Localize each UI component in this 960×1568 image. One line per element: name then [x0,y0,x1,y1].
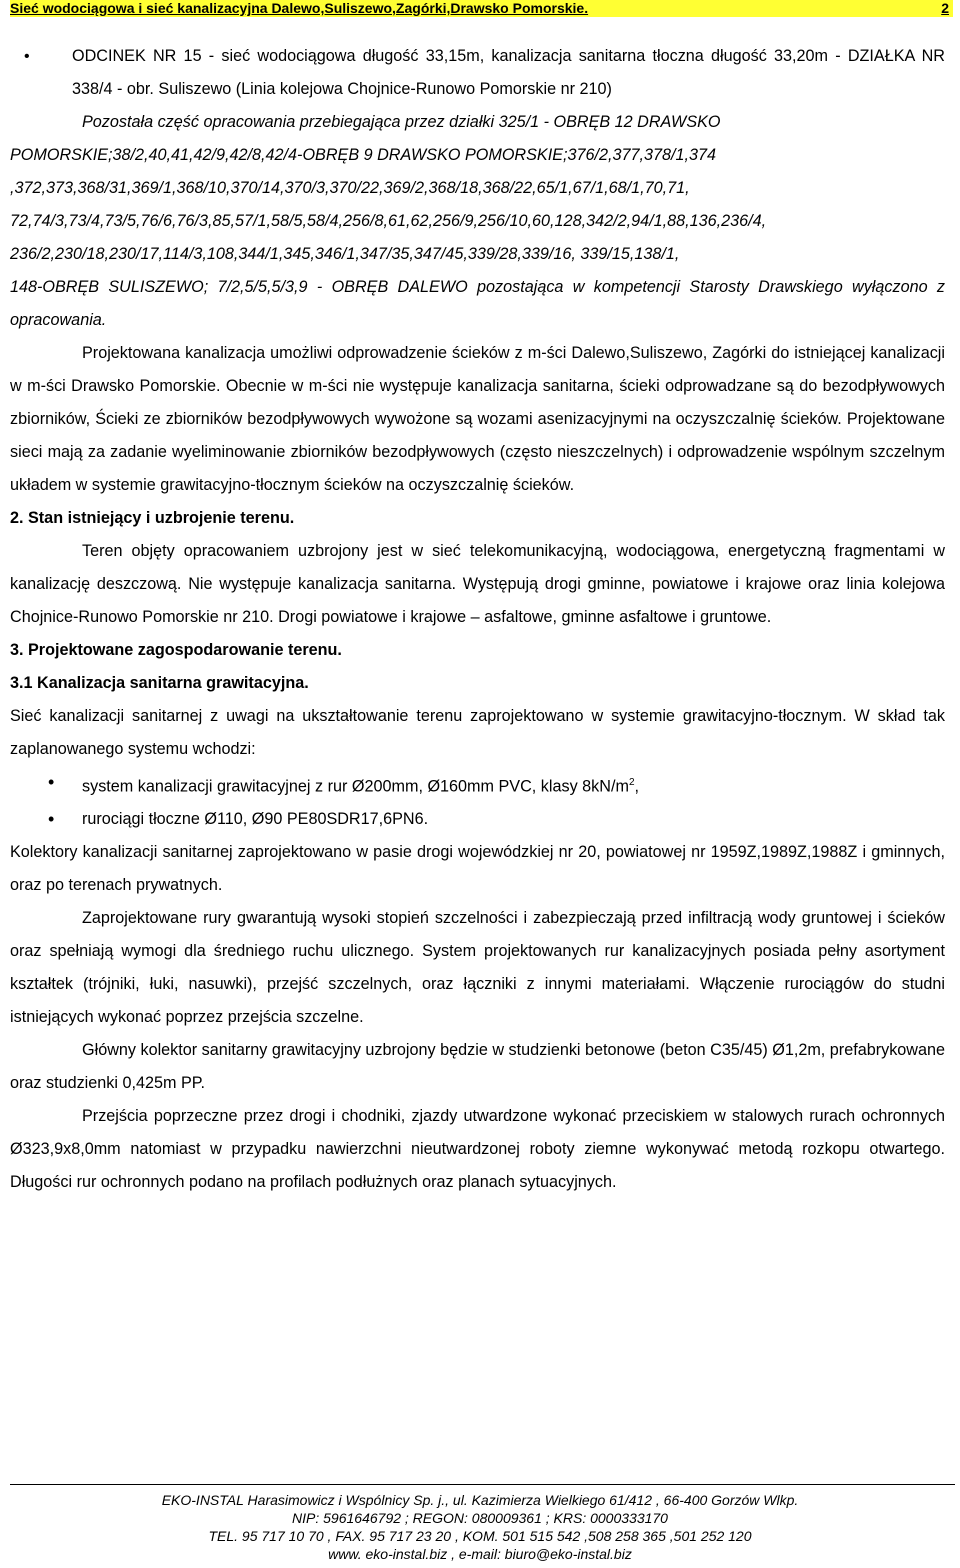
footer-company: EKO-INSTAL Harasimowicz i Wspólnicy Sp. j., ul. Kazimierza Wielkiego 61/412 , 66-400 Gorzów Wlkp. [161,1492,799,1508]
list-item-pressure [10,803,945,836]
document-body [10,40,945,1199]
heading-section-3: 3. Projektowane zagospodarowanie terenu. [10,641,342,659]
paragraph-teren: Teren objęty opracowaniem uzbrojony jest w sieć telekomunikacyjną, wodociągowa, energetyczną fragmentami w kanalizację deszczową. Nie występuje kanalizacja sanitarna. Występują drogi gminne, powiatowe i krajowe oraz linia kolejowa Chojnice-Runowo Pomorskie nr 210. Drogi powiatowe i krajowe – asfaltowe, gminne asfaltowe i gruntowe. [10,542,945,626]
paragraph-przejscia: Przejścia poprzeczne przez drogi i chodniki, zjazdy utwardzone wykonać przeciskiem w stalowych rurach ochronnych Ø323,9x8,0mm natomiast w przypadku nawierzchni nieutwardzonej roboty ziemne wykonywać metodą rozkopu otwartego. Długości rur ochronnych podano na profilach podłużnych oraz planach sytuacyjnych. [10,1107,945,1192]
page-footer [0,1491,960,1563]
heading-section-2: 2. Stan istniejący i uzbrojenie terenu. [10,509,295,527]
pressure-text: rurociągi tłoczne Ø110, Ø90 PE80SDR17,6PN6. [82,810,429,829]
paragraph-glowny-kolektor: Główny kolektor sanitarny grawitacyjny uzbrojony będzie w studzienki betonowe (beton C35/45) Ø1,2m, prefabrykowane oraz studzienki 0,425m PP. [10,1041,945,1093]
page-header [10,0,953,17]
bullet-icon: • [24,48,30,65]
remaining-parcels-lead: Pozostała część opracowania przebiegająca przez działki 325/1 - OBRĘB 12 DRAWSKO [82,113,721,131]
paragraph-rury: Zaprojektowane rury gwarantują wysoki stopień szczelności i zabezpieczają przed infiltracją wody gruntowej i ścieków oraz spełniają wymogi dla średniego ruchu ulicznego. System projektowanych rur kanalizacyjnych posiada pełny asortyment kształtek (trójniki, łuki, nasuwki), przejść szczelnych, oraz łączniki z innymi materiałami. Włączenie rurociągów do studni istniejących wykonać poprzez przejścia szczelne. [10,909,945,1027]
paragraph-siec: Sieć kanalizacji sanitarnej z uwagi na ukształtowanie terenu zaprojektowano w systemie grawitacyjno-tłocznym. W skład tak zaplanowanego systemu wchodzi: [10,707,945,758]
parcel-list-line-3: 72,74/3,73/4,73/5,76/6,76/3,85,57/1,58/5,58/4,256/8,61,62,256/9,256/10,60,128,342/2,94/1,88,136,236/4, [10,212,767,230]
footer-registry: NIP: 5961646792 ; REGON: 080009361 ; KRS: 0000333170 [292,1510,668,1526]
parcel-list-line-1: POMORSKIE;38/2,40,41,42/9,42/8,42/4-OBRĘB 9 DRAWSKO POMORSKIE;376/2,377,378/1,374 [10,146,717,164]
heading-section-3-1: 3.1 Kanalizacja sanitarna grawitacyjna. [10,674,309,692]
gravity-tail: , [634,777,639,796]
odcinek-15-text: ODCINEK NR 15 - sieć wodociągowa długość 33,15m, kanalizacja sanitarna tłoczna długość 33,20m - DZIAŁKA NR 338/4 - obr. Suliszewo (Linia kolejowa Chojnice-Runowo Pomorskie nr 210) [72,47,945,98]
paragraph-kolektory: Kolektory kanalizacji sanitarnej zaprojektowano w pasie drogi wojewódzkiej nr 20, powiatowej nr 1959Z,1989Z,1988Z i gminnych, oraz po terenach prywatnych. [10,843,945,895]
list-item-gravity [10,766,945,803]
parcel-list-tail: 148-OBRĘB SULISZEWO; 7/2,5/5,5/3,9 - OBRĘB DALEWO pozostająca w kompetencji Starosty Drawskiego wyłączono z opracowania. [10,278,945,329]
footer-phone: TEL. 95 717 10 70 , FAX. 95 717 23 20 , KOM. 501 515 542 ,508 258 365 ,501 252 120 [208,1528,752,1544]
parcel-list-line-4: 236/2,230/18,230/17,114/3,108,344/1,345,346/1,347/35,347/45,339/28,339/16, 339/15,138/1, [10,245,680,263]
footer-web: www. eko-instal.biz , e-mail: biuro@eko-instal.biz [328,1546,632,1562]
parcel-list-line-2: ,372,373,368/31,369/1,368/10,370/14,370/3,370/22,369/2,368/18,368/22,65/1,67/1,68/1,70,71, [10,179,690,197]
bullet-icon: • [48,809,55,830]
document-title: Sieć wodociągowa i sieć kanalizacyjna Dalewo,Suliszewo,Zagórki,Drawsko Pomorskie. [10,0,589,16]
gravity-sup: 2 [628,777,635,788]
gravity-text: system kanalizacji grawitacyjnej z rur Ø200mm, Ø160mm PVC, klasy 8kN/m [82,777,629,796]
page-number: 2 [941,0,949,16]
section-odcinek-15 [10,40,945,106]
footer-divider [10,1484,955,1485]
paragraph-projektowana: Projektowana kanalizacja umożliwi odprowadzenie ścieków z m-ści Dalewo,Suliszewo, Zagórki do istniejącej kanalizacji w m-ści Drawsko Pomorskie. Obecnie w m-ści nie występuje kanalizacja sanitarna, ścieki odprowadzane są do bezodpływowych zbiorników, Ścieki ze zbiorników bezodpływowych wywożone są wozami asenizacyjnymi na oczyszczalnię ścieków. Projektowane sieci mają za zadanie wyeliminowanie zbiorników bezodpływowych (często nieszczelnych) i odprowadzenie wspólnym szczelnym układem w systemie grawitacyjno-tłocznym ścieków na oczyszczalnię ścieków. [10,344,945,494]
bullet-icon: • [48,772,55,792]
